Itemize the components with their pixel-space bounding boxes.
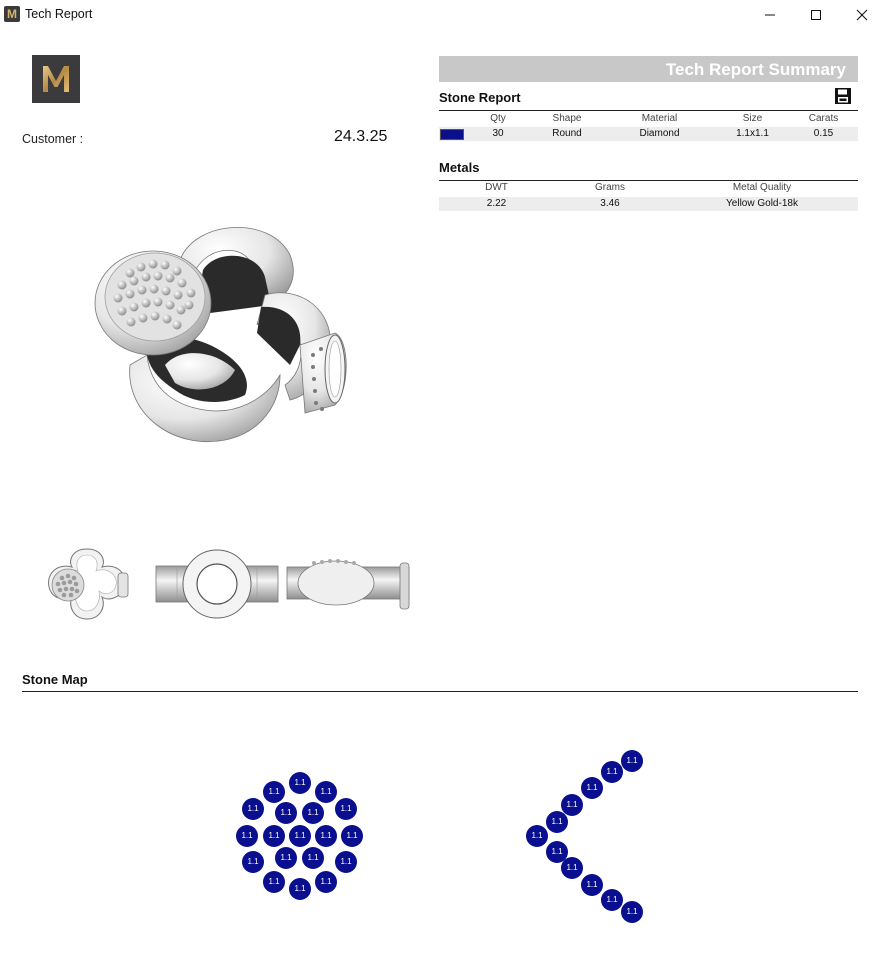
stone-marker: 1.1 [561,794,583,816]
col-qty: Qty [490,113,506,124]
stone-report-header-row [439,113,858,126]
stone-map-panel [230,700,656,956]
window-title: Tech Report [25,7,93,21]
stone-carats: 0.15 [813,128,834,139]
stone-marker: 1.1 [302,847,324,869]
metals-divider [439,180,858,181]
stone-marker: 1.1 [581,777,603,799]
stone-map-title: Stone Map [22,672,88,687]
close-button[interactable] [839,0,885,30]
stone-report-row [439,127,858,141]
stone-marker: 1.1 [289,878,311,900]
col-carats: Carats [808,113,839,124]
stone-marker: 1.1 [526,825,548,847]
stone-report-title: Stone Report [439,90,521,105]
maximize-button[interactable] [793,0,839,30]
stone-marker: 1.1 [242,798,264,820]
stone-report-divider [439,110,858,111]
col-dwt: DWT [485,182,508,193]
stone-marker: 1.1 [302,802,324,824]
stone-marker: 1.1 [335,798,357,820]
customer-label: Customer : [22,132,84,146]
col-metal-quality: Metal Quality [732,182,792,193]
summary-header [439,56,858,82]
stone-marker: 1.1 [581,874,603,896]
minimize-button[interactable] [747,0,793,30]
metals-row [439,197,858,211]
stone-map-divider [22,691,858,692]
col-material: Material [641,113,678,124]
stone-marker: 1.1 [263,871,285,893]
col-size: Size [742,113,763,124]
company-logo [32,55,80,103]
close-icon [856,9,868,21]
stone-marker: 1.1 [315,781,337,803]
col-grams: Grams [595,182,625,193]
stone-marker: 1.1 [275,802,297,824]
stone-shape: Round [552,128,582,139]
col-shape: Shape [552,113,582,124]
stone-marker: 1.1 [289,772,311,794]
stone-marker: 1.1 [561,857,583,879]
ring-side-view [286,553,410,611]
stone-marker: 1.1 [621,750,643,772]
metal-grams: 3.46 [600,198,620,209]
stone-marker: 1.1 [601,889,623,911]
ring-main-render [85,215,355,455]
report-date: 24.3.25 [334,128,388,145]
minimize-icon [764,9,776,21]
stone-marker: 1.1 [275,847,297,869]
save-icon[interactable] [834,87,852,105]
window-titlebar [0,0,885,30]
stone-marker: 1.1 [315,871,337,893]
stone-marker: 1.1 [236,825,258,847]
app-logo-icon: M [4,6,20,22]
stone-marker: 1.1 [601,761,623,783]
stone-marker: 1.1 [315,825,337,847]
stone-qty: 30 [492,128,504,139]
stone-marker: 1.1 [621,901,643,923]
stone-marker: 1.1 [242,851,264,873]
metal-dwt: 2.22 [486,198,507,209]
summary-title: Tech Report Summary [665,60,846,79]
stone-color-swatch [440,129,464,140]
metal-quality: Yellow Gold-18k [726,198,798,209]
ring-front-view [155,548,279,620]
stone-material: Diamond [639,128,680,139]
stone-marker: 1.1 [335,851,357,873]
stone-marker: 1.1 [546,811,568,833]
ring-top-view [44,545,130,623]
maximize-icon [810,9,822,21]
metals-title: Metals [439,160,480,175]
stone-marker: 1.1 [289,825,311,847]
stone-marker: 1.1 [263,781,285,803]
metals-header-row [439,182,858,195]
stone-size: 1.1x1.1 [736,128,769,139]
stone-marker: 1.1 [546,841,568,863]
stone-marker: 1.1 [263,825,285,847]
stone-marker: 1.1 [341,825,363,847]
